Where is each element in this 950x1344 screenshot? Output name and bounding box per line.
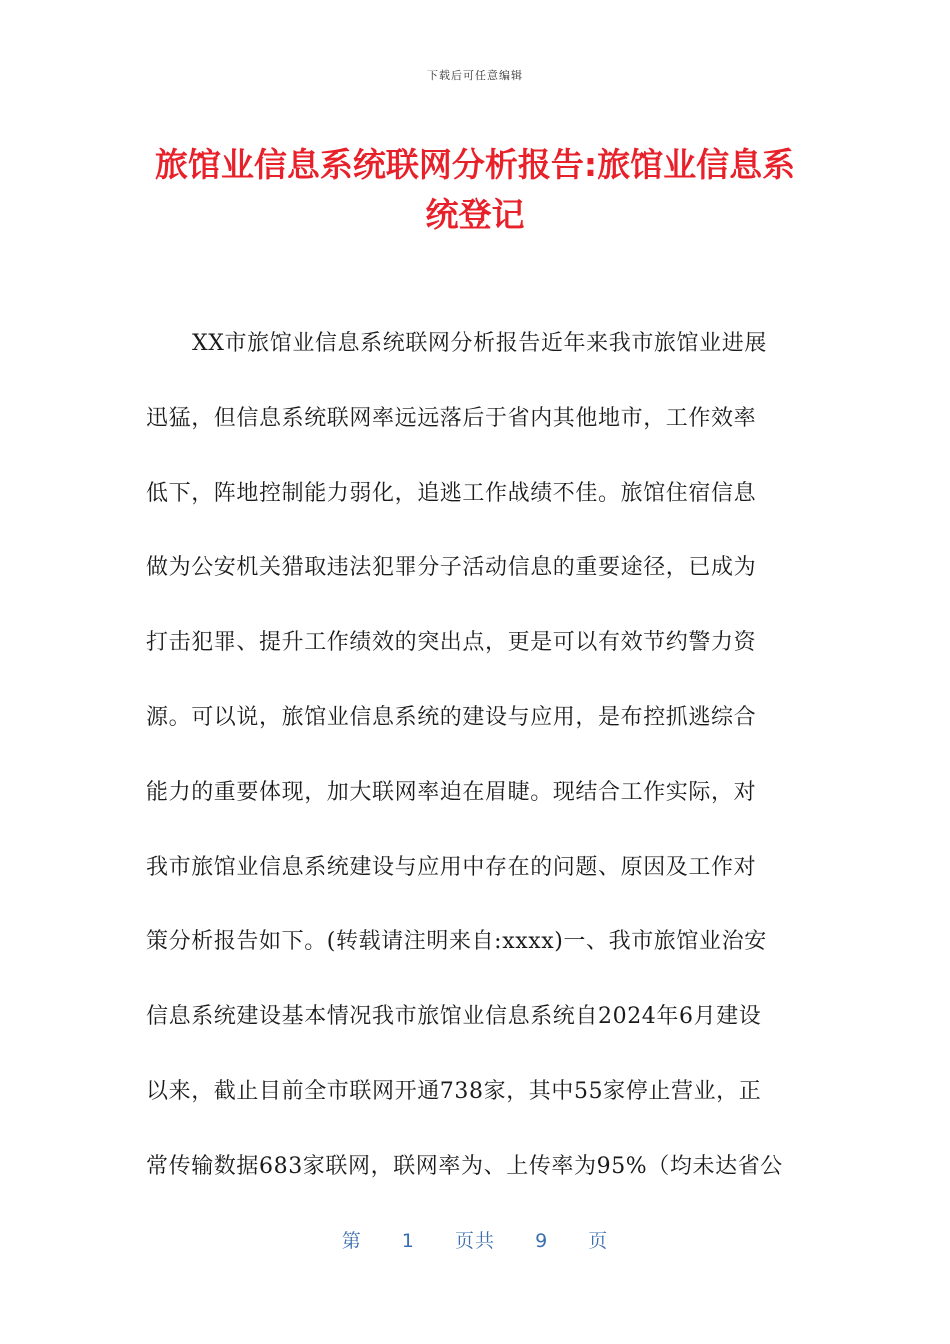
footer-total-pages: 9: [535, 1230, 549, 1252]
footer-prefix: 第: [341, 1230, 362, 1252]
title-line-1: 旅馆业信息系统联网分析报告:旅馆业信息系: [154, 145, 796, 184]
body-line: XX市旅馆业信息系统联网分析报告近年来我市旅馆业进展: [192, 331, 767, 356]
body-line: 能力的重要体现，加大联网率迫在眉睫。现结合工作实际，对: [146, 779, 757, 805]
body-line: 迅猛，但信息系统联网率远远落后于省内其他地市，工作效率: [146, 405, 757, 431]
page-footer: [0, 1226, 950, 1253]
document-title: [140, 140, 810, 240]
body-line: 做为公安机关猎取违法犯罪分子活动信息的重要途径，已成为: [146, 555, 757, 581]
footer-suffix: 页: [588, 1230, 609, 1252]
body-paragraph: [146, 320, 806, 1218]
body-line: 常传输数据683家联网，联网率为、上传率为95%（均未达省公: [146, 1153, 783, 1179]
body-line: 以来，截止目前全市联网开通738家，其中55家停止营业，正: [146, 1078, 762, 1104]
body-line: 低下，阵地控制能力弱化，追逃工作战绩不佳。旅馆住宿信息: [146, 480, 757, 506]
body-line: 打击犯罪、提升工作绩效的突出点，更是可以有效节约警力资: [146, 630, 757, 656]
body-line: 信息系统建设基本情况我市旅馆业信息系统自2024年6月建设: [146, 1004, 762, 1030]
body-line: 源。可以说，旅馆业信息系统的建设与应用，是布控抓逃综合: [146, 704, 757, 730]
body-line: 我市旅馆业信息系统建设与应用中存在的问题、原因及工作对: [146, 854, 757, 880]
footer-middle: 页共: [454, 1230, 495, 1252]
title-line-2: 统登记: [425, 195, 525, 234]
body-line: 策分析报告如下。(转载请注明来自:xxxx)一、我市旅馆业治安: [146, 929, 767, 955]
footer-current-page: 1: [401, 1230, 415, 1252]
page-header-note: 下载后可任意编辑: [427, 69, 523, 82]
